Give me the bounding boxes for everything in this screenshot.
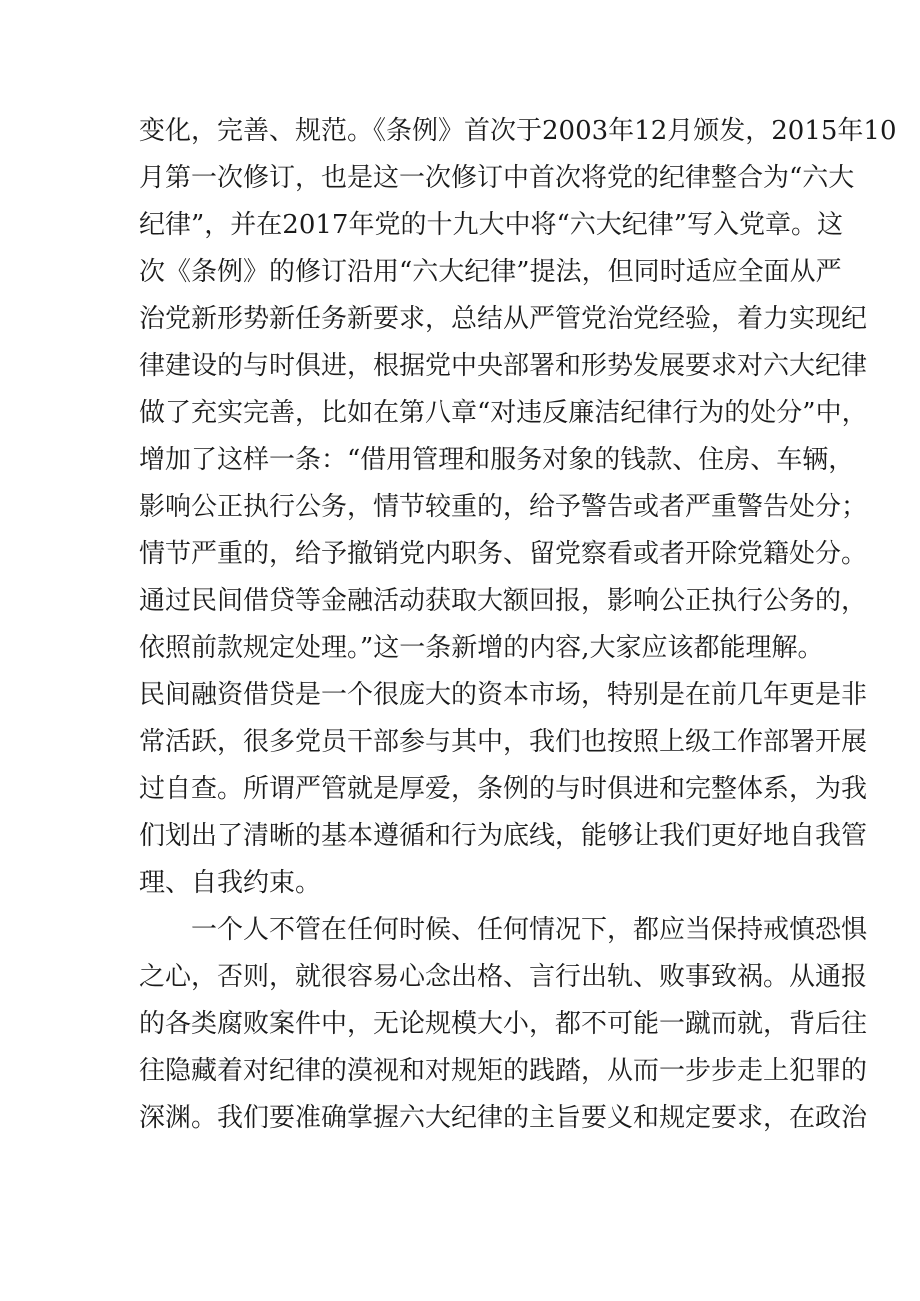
text-line: 影响公正执行公务，情节较重的，给予警告或者严重警告处分； — [139, 492, 868, 522]
text-line: 的各类腐败案件中，无论规模大小，都不可能一蹴而就，背后往 — [139, 1009, 868, 1039]
paragraph-1 — [139, 108, 897, 907]
text-line: 过自查。所谓严管就是厚爱，条例的与时俱进和完整体系，为我 — [139, 774, 868, 804]
text-line: 纪律”，并在2017年党的十九大中将“六大纪律”写入党章。这 — [139, 210, 844, 240]
text-line: 深渊。我们要准确掌握六大纪律的主旨要义和规定要求，在政治 — [139, 1103, 868, 1133]
text-line: 之心，否则，就很容易心念出格、言行出轨、败事致祸。从通报 — [139, 962, 868, 992]
text-line: 常活跃，很多党员干部参与其中，我们也按照上级工作部署开展 — [139, 727, 868, 757]
text-line: 治党新形势新任务新要求，总结从严管党治党经验，着力实现纪 — [139, 304, 868, 334]
text-line: 变化，完善、规范。《条例》首次于2003年12月颁发，2015年10 — [139, 116, 897, 146]
text-line: 律建设的与时俱进，根据党中央部署和形势发展要求对六大纪律 — [139, 351, 868, 381]
text-line: 通过民间借贷等金融活动获取大额回报，影响公正执行公务的， — [139, 586, 868, 616]
text-line: 增加了这样一条：“借用管理和服务对象的钱款、住房、车辆， — [139, 445, 855, 475]
text-line: 情节严重的，给予撤销党内职务、留党察看或者开除党籍处分。 — [139, 539, 868, 569]
text-line: 月第一次修订，也是这一次修订中首次将党的纪律整合为“六大 — [139, 163, 855, 193]
text-line: 次《条例》的修订沿用“六大纪律”提法，但同时适应全面从严 — [139, 257, 842, 287]
text-line: 理、自我约束。 — [139, 868, 322, 898]
paragraph-2 — [139, 907, 868, 1142]
text-line: 依照前款规定处理。”这一条新增的内容,大家应该都能理解。 — [139, 633, 824, 663]
text-line: 往隐藏着对纪律的漠视和对规矩的践踏，从而一步步走上犯罪的 — [139, 1056, 868, 1086]
text-line: 民间融资借贷是一个很庞大的资本市场，特别是在前几年更是非 — [139, 680, 868, 710]
text-line: 们划出了清晰的基本遵循和行为底线，能够让我们更好地自我管 — [139, 821, 868, 851]
document-body — [139, 108, 897, 1142]
text-line: 做了充实完善，比如在第八章“对违反廉洁纪律行为的处分”中， — [139, 398, 868, 428]
text-line: 一个人不管在任何时候、任何情况下，都应当保持戒慎恐惧 — [191, 915, 868, 945]
